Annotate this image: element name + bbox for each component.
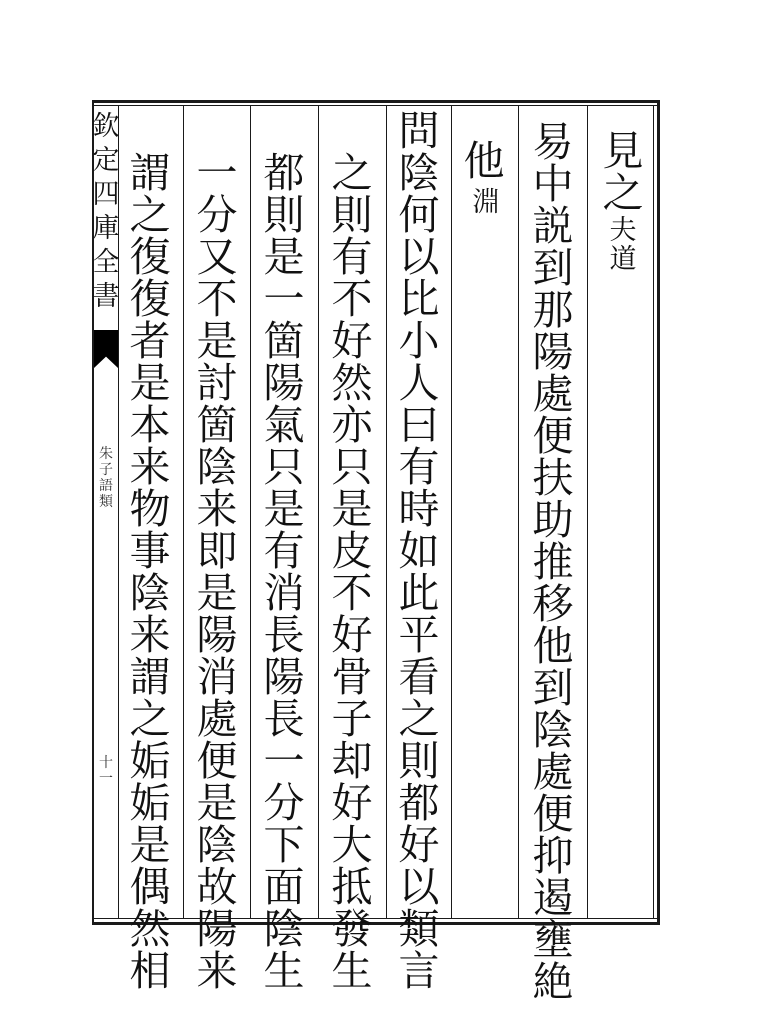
glyph: 消 [263, 569, 305, 617]
glyph: 消 [196, 653, 238, 701]
glyph: 問 [398, 107, 440, 155]
glyph: 助 [532, 496, 574, 544]
glyph: 復 [129, 233, 171, 281]
glyph: 来 [129, 611, 171, 659]
glyph: 陰 [196, 821, 238, 869]
glyph: 姤 [129, 737, 171, 785]
fishtail-mark [94, 330, 118, 368]
glyph: 到 [532, 244, 574, 292]
text-column-7 [193, 149, 241, 995]
glyph: 陰 [398, 149, 440, 197]
glyph: 是 [263, 233, 305, 281]
glyph: 曰 [398, 401, 440, 449]
glyph: 便 [532, 790, 574, 838]
glyph: 下 [263, 821, 305, 869]
glyph: 子 [331, 695, 373, 743]
text-column-3-note [471, 188, 501, 217]
glyph: 欽 [92, 111, 120, 142]
glyph: 他 [463, 137, 505, 185]
margin-collection-title [91, 110, 121, 314]
glyph: 抵 [331, 863, 373, 911]
glyph: 分 [196, 191, 238, 239]
glyph: 好 [331, 611, 373, 659]
glyph: 則 [398, 737, 440, 785]
column-divider [183, 105, 184, 918]
right-border-rule [657, 100, 660, 925]
column-divider [518, 105, 519, 918]
glyph: 一 [263, 275, 305, 323]
glyph: 何 [398, 191, 440, 239]
column-divider [451, 105, 452, 918]
glyph: 却 [331, 737, 373, 785]
glyph: 是 [196, 569, 238, 617]
glyph: 平 [398, 611, 440, 659]
glyph: 之 [398, 695, 440, 743]
glyph: 好 [331, 317, 373, 365]
glyph: 皮 [331, 527, 373, 575]
glyph: 處 [532, 748, 574, 796]
glyph: 偶 [129, 863, 171, 911]
glyph: 到 [532, 664, 574, 712]
glyph: 發 [331, 905, 373, 953]
glyph: 都 [263, 149, 305, 197]
glyph: 以 [398, 863, 440, 911]
glyph: 則 [263, 191, 305, 239]
glyph: 推 [532, 538, 574, 586]
text-column-3-main [460, 137, 508, 185]
glyph: 一 [99, 771, 113, 787]
glyph: 言 [398, 947, 440, 995]
glyph: 人 [398, 359, 440, 407]
glyph: 不 [331, 275, 373, 323]
glyph: 者 [129, 317, 171, 365]
glyph: 是 [196, 779, 238, 827]
glyph: 他 [532, 622, 574, 670]
margin-book-title [98, 446, 114, 510]
glyph: 之 [129, 695, 171, 743]
text-column-8 [126, 149, 174, 995]
glyph: 陰 [532, 706, 574, 754]
margin-page-number [98, 755, 114, 787]
glyph: 不 [196, 275, 238, 323]
glyph: 全 [92, 247, 120, 278]
glyph: 有 [398, 443, 440, 491]
glyph: 此 [398, 569, 440, 617]
glyph: 相 [129, 947, 171, 995]
glyph: 復 [129, 275, 171, 323]
glyph: 處 [196, 695, 238, 743]
glyph: 陽 [532, 328, 574, 376]
top-inner-rule [92, 105, 660, 106]
glyph: 只 [331, 443, 373, 491]
glyph: 来 [196, 947, 238, 995]
glyph: 之 [331, 149, 373, 197]
glyph: 比 [398, 275, 440, 323]
glyph: 夫 [609, 215, 637, 246]
glyph: 骨 [331, 653, 373, 701]
glyph: 一 [196, 149, 238, 197]
glyph: 大 [331, 821, 373, 869]
glyph: 是 [196, 317, 238, 365]
glyph: 好 [398, 821, 440, 869]
glyph: 便 [532, 412, 574, 460]
glyph: 看 [398, 653, 440, 701]
glyph: 見 [602, 127, 644, 175]
glyph: 陽 [263, 359, 305, 407]
glyph: 易 [532, 118, 574, 166]
glyph: 則 [331, 191, 373, 239]
column-divider [318, 105, 319, 918]
glyph: 扶 [532, 454, 574, 502]
glyph: 来 [196, 485, 238, 533]
text-column-2 [529, 118, 577, 1006]
glyph: 四 [92, 179, 120, 210]
glyph: 長 [263, 695, 305, 743]
glyph: 物 [129, 485, 171, 533]
glyph: 謂 [129, 149, 171, 197]
right-inner-rule [653, 105, 654, 918]
glyph: 生 [263, 947, 305, 995]
glyph: 那 [532, 286, 574, 334]
top-border-rule [92, 100, 660, 103]
glyph: 是 [331, 485, 373, 533]
glyph: 便 [196, 737, 238, 785]
glyph: 氣 [263, 401, 305, 449]
glyph: 道 [609, 244, 637, 275]
glyph: 是 [129, 821, 171, 869]
glyph: 分 [263, 779, 305, 827]
glyph: 長 [263, 611, 305, 659]
glyph: 箇 [196, 401, 238, 449]
glyph: 姤 [129, 779, 171, 827]
glyph: 之 [602, 169, 644, 217]
glyph: 絶 [532, 958, 574, 1006]
glyph: 子 [99, 462, 113, 478]
glyph: 之 [129, 191, 171, 239]
column-divider [386, 105, 387, 918]
glyph: 不 [331, 569, 373, 617]
glyph: 定 [92, 145, 120, 176]
glyph: 陽 [263, 653, 305, 701]
glyph: 生 [331, 947, 373, 995]
glyph: 朱 [99, 446, 113, 462]
glyph: 壅 [532, 916, 574, 964]
text-column-1-main [599, 127, 647, 217]
glyph: 陰 [196, 443, 238, 491]
glyph: 謂 [129, 653, 171, 701]
glyph: 移 [532, 580, 574, 628]
glyph: 事 [129, 527, 171, 575]
glyph: 處 [532, 370, 574, 418]
glyph: 淵 [472, 187, 500, 218]
glyph: 只 [263, 443, 305, 491]
glyph: 時 [398, 485, 440, 533]
glyph: 然 [129, 905, 171, 953]
glyph: 好 [331, 779, 373, 827]
glyph: 説 [532, 202, 574, 250]
glyph: 一 [263, 737, 305, 785]
glyph: 来 [129, 443, 171, 491]
column-divider [250, 105, 251, 918]
glyph: 陰 [129, 569, 171, 617]
glyph: 有 [263, 527, 305, 575]
glyph: 都 [398, 779, 440, 827]
glyph: 有 [331, 233, 373, 281]
text-column-5 [328, 149, 376, 995]
glyph: 故 [196, 863, 238, 911]
text-column-6 [260, 149, 308, 995]
glyph: 即 [196, 527, 238, 575]
glyph: 本 [129, 401, 171, 449]
glyph: 抑 [532, 832, 574, 880]
glyph: 箇 [263, 317, 305, 365]
glyph: 是 [129, 359, 171, 407]
glyph: 類 [398, 905, 440, 953]
glyph: 亦 [331, 401, 373, 449]
glyph: 類 [99, 494, 113, 510]
glyph: 十 [99, 755, 113, 771]
glyph: 討 [196, 359, 238, 407]
glyph: 又 [196, 233, 238, 281]
glyph: 小 [398, 317, 440, 365]
glyph: 中 [532, 160, 574, 208]
glyph: 然 [331, 359, 373, 407]
glyph: 遏 [532, 874, 574, 922]
text-column-1-note [606, 216, 640, 274]
glyph: 書 [92, 281, 120, 312]
glyph: 以 [398, 233, 440, 281]
glyph: 陽 [196, 611, 238, 659]
glyph: 是 [263, 485, 305, 533]
glyph: 面 [263, 863, 305, 911]
glyph: 陽 [196, 905, 238, 953]
glyph: 庫 [92, 213, 120, 244]
text-column-4 [395, 107, 443, 995]
glyph: 如 [398, 527, 440, 575]
column-divider [587, 105, 588, 918]
glyph: 語 [99, 478, 113, 494]
glyph: 陰 [263, 905, 305, 953]
